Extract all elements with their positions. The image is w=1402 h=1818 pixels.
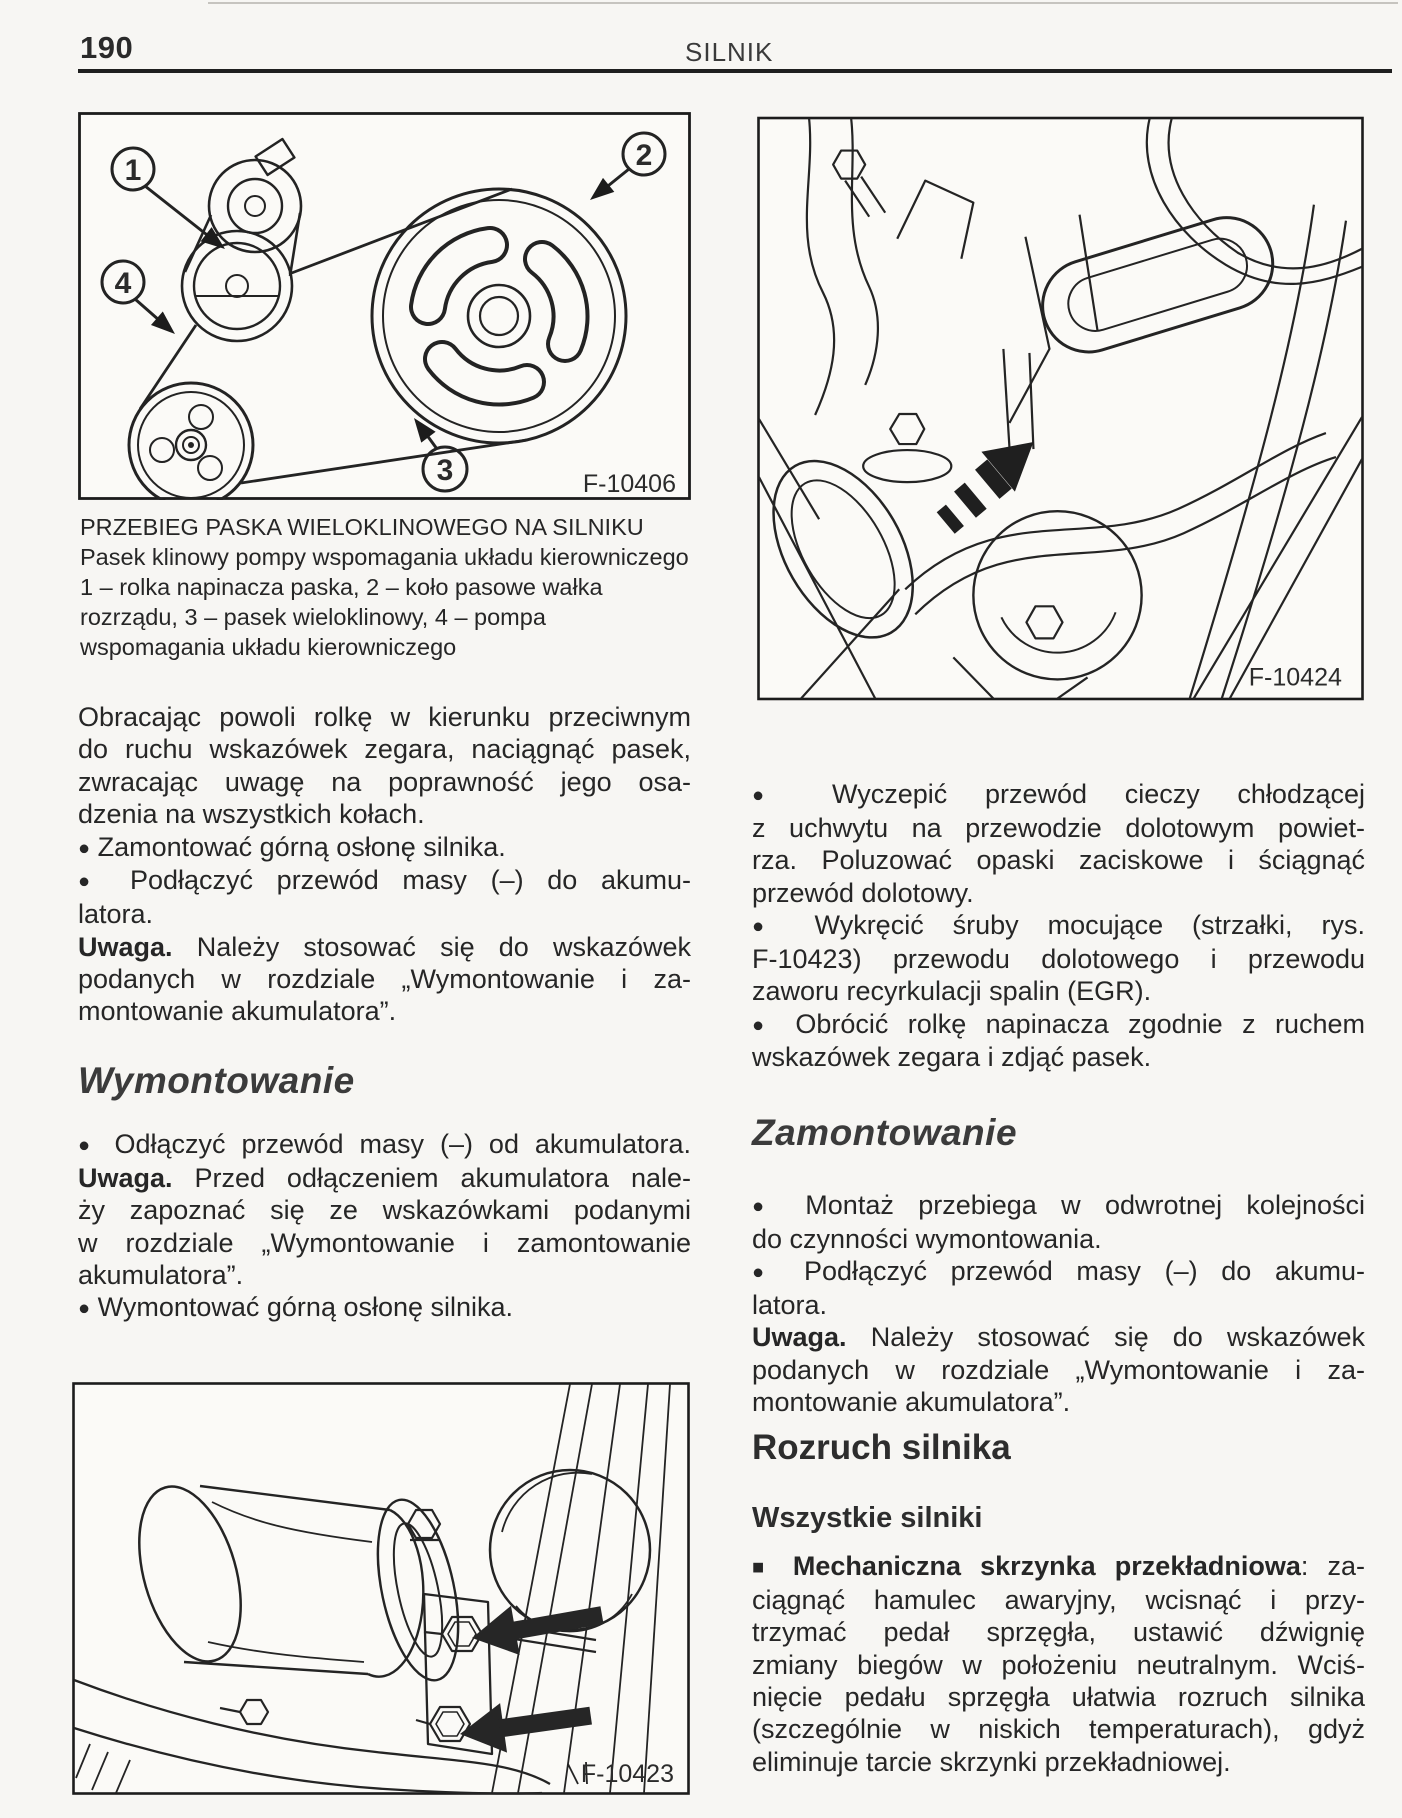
figure-label: F-10424 [1248, 663, 1342, 692]
intro-paragraph [78, 701, 691, 1028]
belt-diagram-drawing [78, 112, 691, 500]
text-line: podanych w rozdziale „Wymontowanie i za- [78, 964, 691, 995]
engine-hose-drawing [757, 116, 1364, 701]
intake-bolts-drawing [72, 1382, 690, 1795]
all-engines-heading: Wszystkie silniki [752, 1502, 983, 1534]
text-line: ● Wymontować górną osłonę silnika. [78, 1292, 514, 1323]
belt-removal-steps-paragraph [752, 778, 1365, 1074]
text-line: w rozdziale „Wymontowanie i zamontowanie [78, 1227, 691, 1258]
text-line: 1 – rolka napinacza paska, 2 – koło pasowe wałka [80, 574, 603, 600]
text-line: F-10423) przewodu dolotowego i przewodu [752, 943, 1365, 974]
text-line: trzymać pedał sprzęgła, ustawić dźwignię [752, 1617, 1365, 1648]
section-title: SILNIK [685, 37, 774, 67]
removal-paragraph [78, 1128, 691, 1325]
engine-start-heading: Rozruch silnika [752, 1428, 1011, 1467]
text-line: z uchwytu na przewodzie dolotowym powiet- [752, 812, 1365, 843]
text-line: Pasek klinowy pompy wspomagania układu kierowniczego [80, 544, 689, 570]
text-line: eliminuje tarcie skrzynki przekładniowej. [752, 1746, 1231, 1777]
text-line: zwracając uwagę na poprawność jego osa- [78, 766, 691, 797]
text-line: (szczególnie w niskich temperaturach), gdyż [752, 1714, 1365, 1745]
callout-4-number: 4 [114, 267, 132, 300]
manual-gearbox-paragraph [752, 1550, 1365, 1778]
figure-engine-hose [757, 116, 1364, 701]
text-line: montowanie akumulatora”. [78, 996, 397, 1027]
text-line: Uwaga. Przed odłączeniem akumulatora nale- [78, 1162, 691, 1193]
text-line: ● Zamontować górną osłonę silnika. [78, 831, 506, 862]
header-rule [78, 69, 1392, 73]
callout-3-number: 3 [436, 454, 454, 487]
removal-heading: Wymontowanie [78, 1060, 355, 1101]
install-heading: Zamontowanie [752, 1112, 1018, 1153]
text-line: wspomagania układu kierowniczego [80, 634, 457, 660]
text-line: ● Montaż przebiega w odwrotnej kolejności [752, 1190, 1365, 1220]
figure-label: F-10406 [582, 470, 676, 498]
text-line: Uwaga. Należy stosować się do wskazówek [78, 931, 691, 962]
text-line: ■ Mechaniczna skrzynka przekładniowa: za- [752, 1551, 1366, 1581]
text-line: ży zapoznać się ze wskazówkami podanymi [78, 1195, 691, 1226]
text-line: rozrządu, 3 – pasek wieloklinowy, 4 – pompa [80, 604, 546, 630]
text-line: ● Wyczepić przewód cieczy chłodzącej [752, 779, 1365, 809]
callout-1-number: 1 [124, 154, 142, 187]
text-line: ● Podłączyć przewód masy (–) do akumu- [78, 865, 691, 896]
page-number: 190 [80, 30, 134, 65]
install-paragraph [752, 1189, 1365, 1419]
text-line: Obracając powoli rolkę w kierunku przeciwnym [78, 702, 691, 732]
figure-label: F-10423 [580, 1760, 674, 1788]
figure-belt-routing [78, 112, 691, 500]
callout-2-number: 2 [635, 139, 653, 172]
text-line: ● Wykręcić śruby mocujące (strzałki, rys. [752, 910, 1365, 941]
text-line: ● Podłączyć przewód masy (–) do akumu- [752, 1256, 1365, 1287]
text-line: nięcie pedału sprzęgła ułatwia rozruch silnika [752, 1682, 1365, 1713]
text-line: Uwaga. Należy stosować się do wskazówek [752, 1322, 1365, 1353]
text-line: ● Odłączyć przewód masy (–) od akumulatora. [78, 1129, 691, 1159]
text-line: latora. [752, 1290, 828, 1321]
text-line: przewód dolotowy. [752, 877, 974, 908]
text-line: latora. [78, 899, 154, 930]
text-line: ciągnąć hamulec awaryjny, wcisnąć i przy- [752, 1584, 1365, 1615]
text-line: wskazówek zegara i zdjąć pasek. [752, 1042, 1152, 1073]
text-line: akumulatora”. [78, 1260, 244, 1291]
text-line: do czynności wymontowania. [752, 1223, 1102, 1254]
text-line: PRZEBIEG PASKA WIELOKLINOWEGO NA SILNIKU [80, 514, 644, 540]
text-line: zmiany biegów w położeniu neutralnym. Wciś- [752, 1649, 1365, 1680]
text-line: zaworu recyrkulacji spalin (EGR). [752, 976, 1152, 1007]
text-line: ● Obrócić rolkę napinacza zgodnie z ruchem [752, 1008, 1365, 1039]
text-line: dzenia na wszystkich kołach. [78, 799, 425, 830]
text-line: podanych w rozdziale „Wymontowanie i za- [752, 1354, 1365, 1385]
figure-intake-bolts [72, 1382, 690, 1795]
figure-belt-caption [80, 512, 689, 662]
text-line: do ruchu wskazówek zegara, naciągnąć pasek, [78, 734, 691, 765]
text-line: montowanie akumulatora”. [752, 1387, 1071, 1418]
text-line: rza. Poluzować opaski zaciskowe i ściągnąć [752, 845, 1365, 876]
top-edge-line [208, 2, 1398, 4]
